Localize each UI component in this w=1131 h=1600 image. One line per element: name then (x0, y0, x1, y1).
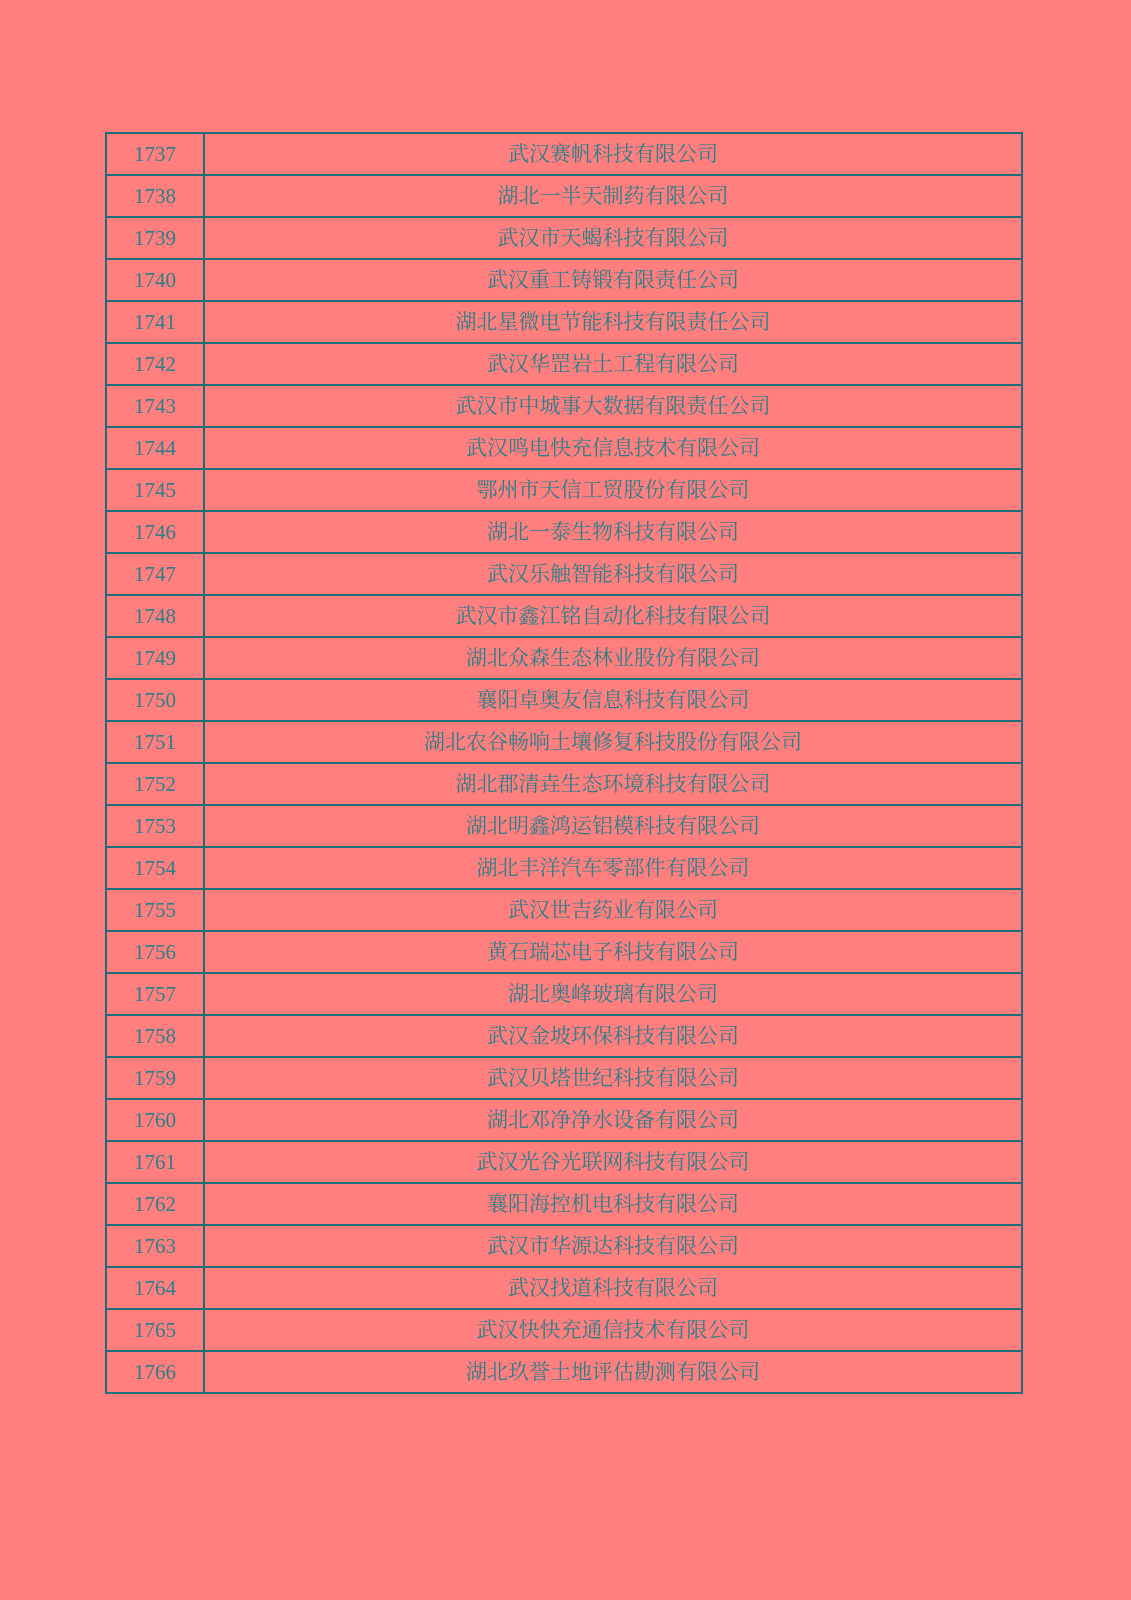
table-row (106, 427, 1022, 469)
row-number-cell: 1752 (106, 763, 204, 805)
row-number-cell: 1751 (106, 721, 204, 763)
table-row (106, 469, 1022, 511)
row-number-cell: 1760 (106, 1099, 204, 1141)
table-row (106, 1057, 1022, 1099)
table-row (106, 847, 1022, 889)
company-name-cell: 武汉市中城事大数据有限责任公司 (204, 385, 1022, 427)
table-row (106, 1267, 1022, 1309)
row-number-cell: 1763 (106, 1225, 204, 1267)
row-number-cell: 1748 (106, 595, 204, 637)
row-number-cell: 1740 (106, 259, 204, 301)
company-name-cell: 湖北农谷畅响土壤修复科技股份有限公司 (204, 721, 1022, 763)
row-number-cell: 1749 (106, 637, 204, 679)
row-number-cell: 1761 (106, 1141, 204, 1183)
company-name-cell: 武汉世吉药业有限公司 (204, 889, 1022, 931)
table-row (106, 1015, 1022, 1057)
company-name-cell: 湖北明鑫鸿运铝模科技有限公司 (204, 805, 1022, 847)
company-name-cell: 武汉金坡环保科技有限公司 (204, 1015, 1022, 1057)
company-name-cell: 武汉市天蝎科技有限公司 (204, 217, 1022, 259)
row-number-cell: 1762 (106, 1183, 204, 1225)
company-name-cell: 襄阳海控机电科技有限公司 (204, 1183, 1022, 1225)
company-name-cell: 湖北星微电节能科技有限责任公司 (204, 301, 1022, 343)
row-number-cell: 1742 (106, 343, 204, 385)
row-number-cell: 1759 (106, 1057, 204, 1099)
row-number-cell: 1747 (106, 553, 204, 595)
table-row (106, 385, 1022, 427)
row-number-cell: 1750 (106, 679, 204, 721)
company-name-cell: 武汉华罡岩土工程有限公司 (204, 343, 1022, 385)
company-name-cell: 武汉乐触智能科技有限公司 (204, 553, 1022, 595)
company-name-cell: 武汉贝塔世纪科技有限公司 (204, 1057, 1022, 1099)
row-number-cell: 1756 (106, 931, 204, 973)
row-number-cell: 1764 (106, 1267, 204, 1309)
table-row (106, 1351, 1022, 1393)
table-row (106, 679, 1022, 721)
table-row (106, 259, 1022, 301)
row-number-cell: 1757 (106, 973, 204, 1015)
table-row (106, 301, 1022, 343)
table-row (106, 1141, 1022, 1183)
company-name-cell: 湖北丰洋汽车零部件有限公司 (204, 847, 1022, 889)
company-name-cell: 湖北一泰生物科技有限公司 (204, 511, 1022, 553)
row-number-cell: 1739 (106, 217, 204, 259)
table-row (106, 721, 1022, 763)
table-row (106, 553, 1022, 595)
table-row (106, 343, 1022, 385)
company-name-cell: 武汉鸣电快充信息技术有限公司 (204, 427, 1022, 469)
table-row (106, 1183, 1022, 1225)
row-number-cell: 1737 (106, 133, 204, 175)
row-number-cell: 1746 (106, 511, 204, 553)
company-name-cell: 武汉市华源达科技有限公司 (204, 1225, 1022, 1267)
table-row (106, 763, 1022, 805)
row-number-cell: 1744 (106, 427, 204, 469)
row-number-cell: 1745 (106, 469, 204, 511)
company-name-cell: 湖北邓净净水设备有限公司 (204, 1099, 1022, 1141)
row-number-cell: 1765 (106, 1309, 204, 1351)
table-body (106, 133, 1022, 1393)
row-number-cell: 1753 (106, 805, 204, 847)
company-name-cell: 武汉市鑫江铭自动化科技有限公司 (204, 595, 1022, 637)
table-row (106, 805, 1022, 847)
table-row (106, 931, 1022, 973)
company-name-cell: 武汉光谷光联网科技有限公司 (204, 1141, 1022, 1183)
company-name-cell: 湖北一半天制药有限公司 (204, 175, 1022, 217)
company-name-cell: 武汉快快充通信技术有限公司 (204, 1309, 1022, 1351)
company-name-cell: 武汉重工铸锻有限责任公司 (204, 259, 1022, 301)
table-row (106, 637, 1022, 679)
company-name-cell: 武汉赛帆科技有限公司 (204, 133, 1022, 175)
row-number-cell: 1738 (106, 175, 204, 217)
table-row (106, 217, 1022, 259)
table-row (106, 595, 1022, 637)
row-number-cell: 1766 (106, 1351, 204, 1393)
company-name-cell: 湖北玖誉土地评估勘测有限公司 (204, 1351, 1022, 1393)
company-name-cell: 湖北奥峰玻璃有限公司 (204, 973, 1022, 1015)
table-row (106, 175, 1022, 217)
company-name-cell: 湖北郡清垚生态环境科技有限公司 (204, 763, 1022, 805)
table-row (106, 1309, 1022, 1351)
company-name-cell: 黄石瑞芯电子科技有限公司 (204, 931, 1022, 973)
table-row (106, 1225, 1022, 1267)
table-row (106, 133, 1022, 175)
table-row (106, 973, 1022, 1015)
row-number-cell: 1754 (106, 847, 204, 889)
company-name-cell: 湖北众森生态林业股份有限公司 (204, 637, 1022, 679)
row-number-cell: 1743 (106, 385, 204, 427)
company-list-table (105, 132, 1023, 1394)
row-number-cell: 1741 (106, 301, 204, 343)
row-number-cell: 1758 (106, 1015, 204, 1057)
company-name-cell: 襄阳卓奥友信息科技有限公司 (204, 679, 1022, 721)
table-row (106, 1099, 1022, 1141)
table-row (106, 511, 1022, 553)
table-row (106, 889, 1022, 931)
company-name-cell: 武汉找道科技有限公司 (204, 1267, 1022, 1309)
company-name-cell: 鄂州市天信工贸股份有限公司 (204, 469, 1022, 511)
row-number-cell: 1755 (106, 889, 204, 931)
